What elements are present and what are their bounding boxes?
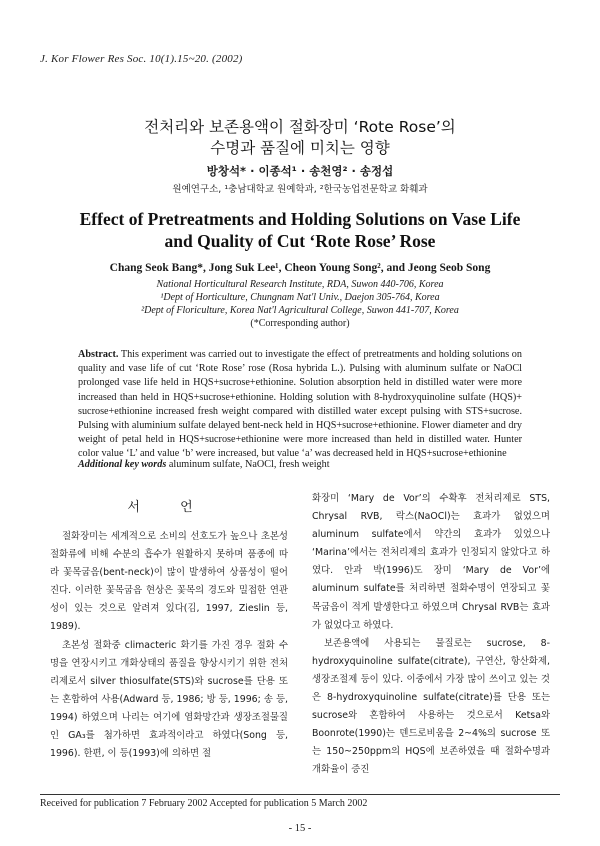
korean-title-line2: 수명과 품질에 미치는 영향: [210, 139, 390, 157]
corresponding-author-note: (*Corresponding author): [250, 318, 350, 329]
page-number: - 15 -: [288, 823, 312, 834]
abstract-text: This experiment was carried out to investigate the effect of pretreatments and holding solutions on quality and vase life of cut ‘Rote Rose’ rose (Rosa hybrida L.). Pulsing with aluminum sulfate or NaOCl prolonged vase life held in HQS+sucrose+ethionine. Solution absorption held in distilled water were more increased than held in HQS+sucrose+ethionine. Holding solution with 8-hydroxyquinoline sulfate (HQS)+ sucrose+ethionine increased fresh weight compared with distilled water except pulsing with STS+sucrose. Pulsing with aluminium sulfate delayed bent-neck held in HQS+sucrose+ethionine. Flower diameter and dry weight of petal held in HQS+sucrose+ethionine were more increased than held in distilled water. Hunter color value ‘L’ and value ‘b’ were increased, but value ‘a’ was decreased held in HQS+sucrose+ethionine: [78, 349, 522, 460]
abstract: [78, 348, 522, 462]
keywords-label: Additional key words: [78, 459, 167, 470]
abstract-label: Abstract.: [78, 349, 119, 360]
english-title-line2: and Quality of Cut ‘Rote Rose’ Rose: [164, 231, 436, 251]
english-title-line1: Effect of Pretreatments and Holding Solutions on Vase Life: [79, 209, 521, 229]
korean-affiliations: 원예연구소, ¹충남대학교 원예학과, ²한국농업전문학교 화훼과: [172, 184, 428, 195]
body-paragraph: 화장미 ‘Mary de Vor’의 수확후 전처리제로 STS, Chrysal RVB, 락스(NaOCl)는 효과가 없었으며 aluminum sulfate에서 약간의 효과가 있었으나 ‘Marina’에서는 전처리제의 효과가 인정되지 않았다고 하였다. 안과 박(1996)도 장미 ‘Mary de Vor’에 aluminum sulfate를 처리하면 절화수명이 연장되고 꽃목굽음이 적게 발생한다고 하였으며 Chrysal RVB는 효과가 없었다고 하였다.: [312, 493, 550, 631]
received-footnote: Received for publication 7 February 2002 Accepted for publication 5 March 2002: [40, 798, 368, 809]
body-column-right: [312, 490, 550, 780]
footnote-divider: [40, 794, 560, 795]
body-column-left: [50, 528, 288, 763]
korean-authors: 방창석* · 이종석¹ · 송천영² · 송정섭: [206, 164, 394, 178]
english-affiliation-1: National Horticultural Research Institute, RDA, Suwon 440-706, Korea: [156, 279, 444, 290]
keywords: [78, 459, 522, 470]
section-heading-introduction: 서 언: [127, 500, 211, 515]
english-affiliation-2: ¹Dept of Horticulture, Chungnam Nat'l Univ., Daejon 305-764, Korea: [160, 292, 440, 303]
english-affiliation-3: ²Dept of Floriculture, Korea Nat'l Agricultural College, Suwon 441-707, Korea: [141, 305, 459, 316]
journal-citation: J. Kor Flower Res Soc. 10(1).15~20. (2002): [40, 53, 243, 65]
body-paragraph: 보존용액에 사용되는 물질로는 sucrose, 8-hydroxyquinoline sulfate(citrate), 구연산, 항산화제, 생장조절제 등이 있다. 이중에서 가장 많이 쓰이고 있는 것은 8-hydroxyquinoline sulfate(citrate)를 단용 또는 sucrose와 혼합하여 사용하는 것으로서 Ketsa와 Boonrote(1990)는 덴드로비움을 2~4%의 sucrose 또는 150~250ppm의 HQS에 보존하였을 때 절화수명과 개화율이 증진: [312, 637, 550, 776]
body-paragraph: 절화장미는 세계적으로 소비의 선호도가 높으나 초본성 절화류에 비해 수분의 흡수가 원활하지 못하며 품종에 따라 꽃목굽음(bent-neck)이 많이 발생하여 상품성이 떨어진다. 이러한 꽃목굽음 현상은 꽃목의 경도와 밀접한 연관성이 있는 것으로 알려져 있다(김, 1997, Zieslin 등, 1989).: [50, 531, 288, 633]
keywords-text: aluminum sulfate, NaOCl, fresh weight: [168, 459, 330, 470]
body-paragraph: 초본성 절화중 climacteric 화기를 가진 경우 절화 수명을 연장시키고 개화상태의 품질을 향상시키기 위한 전처리제로서 silver thiosulfate(STS)와 sucrose를 단용 또는 혼합하여 사용(Adward 등, 1986; 방 등, 1996; 송 등, 1994) 하였으며 나리는 여기에 염화망간과 생장조절물질인 GA₃를 첨가하면 효과적이라고 하였다(Song 등, 1996). 한편, 이 등(1993)에 의하면 절: [50, 639, 288, 760]
english-authors: Chang Seok Bang*, Jong Suk Lee¹, Cheon Young Song², and Jeong Seob Song: [109, 262, 491, 274]
korean-title-line1: 전처리와 보존용액이 절화장미 ‘Rote Rose’의: [144, 118, 456, 136]
